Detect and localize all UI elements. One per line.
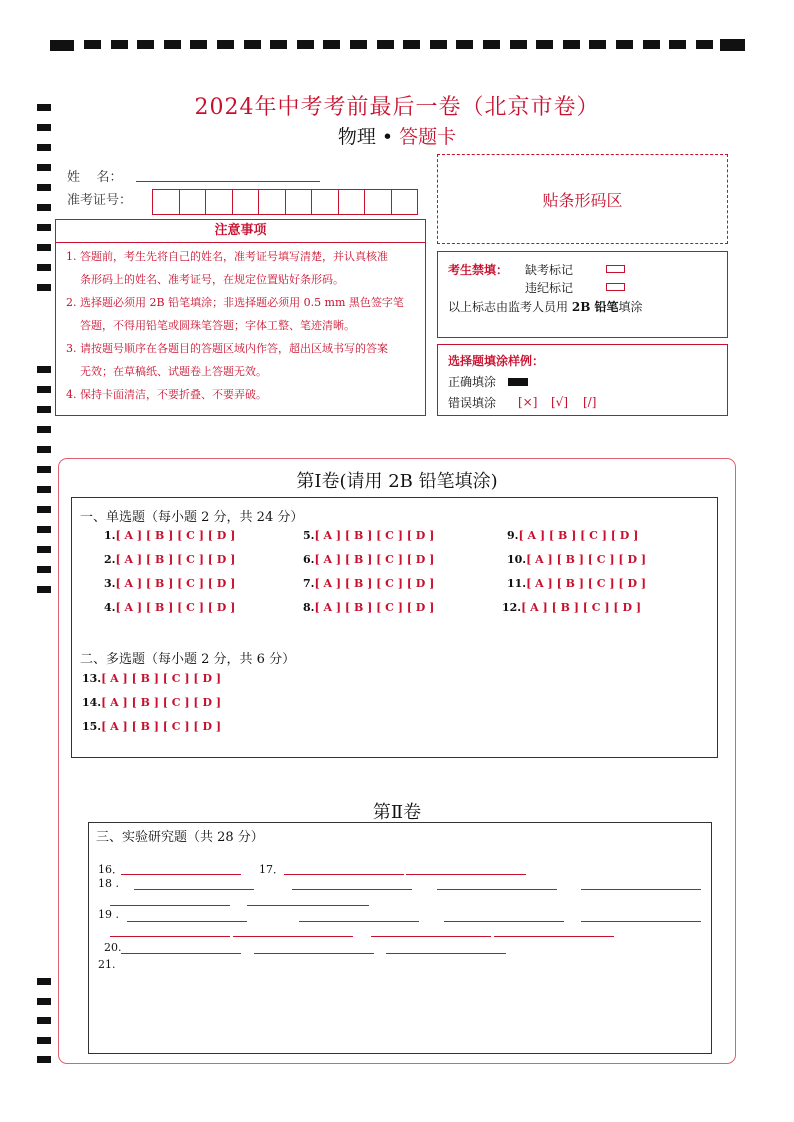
timing-mark — [483, 40, 500, 49]
timing-mark — [616, 40, 633, 49]
exam-id-cell[interactable] — [206, 190, 233, 214]
question-13[interactable]: 13.[ A ] [ B ] [ C ] [ D ] — [82, 672, 222, 685]
exam-id-cell[interactable] — [339, 190, 366, 214]
q19-answer-line[interactable] — [233, 936, 353, 937]
question-10[interactable]: 10.[ A ] [ B ] [ C ] [ D ] — [507, 553, 647, 566]
timing-mark — [37, 586, 51, 593]
q18-answer-line[interactable] — [581, 889, 701, 890]
card-label: 答题卡 — [399, 126, 457, 148]
timing-mark — [456, 40, 473, 49]
timing-mark — [563, 40, 580, 49]
timing-mark — [37, 546, 51, 553]
timing-mark — [244, 40, 261, 49]
violation-label: 违纪标记 — [525, 281, 574, 295]
exam-id-cell[interactable] — [259, 190, 286, 214]
name-label: 姓 名： — [67, 170, 123, 185]
correct-label: 正确填涂 — [448, 375, 497, 389]
timing-mark — [37, 244, 51, 251]
timing-mark — [510, 40, 527, 49]
note-item: 3. 请按题号顺序在各题目的答题区域内作答，超出区域书写的答案 无效；在草稿纸、试题卷上答题无效。 — [66, 342, 388, 378]
timing-mark — [377, 40, 394, 49]
forbid-title: 考生禁填： — [448, 263, 509, 277]
timing-mark — [37, 386, 51, 393]
question-8[interactable]: 8.[ A ] [ B ] [ C ] [ D ] — [303, 601, 435, 614]
exam-id-cell[interactable] — [180, 190, 207, 214]
q18-label: 18 . — [98, 877, 119, 890]
forbid-note: 以上标志由监考人员用 2B 铅笔填涂 — [448, 300, 643, 314]
timing-mark — [37, 1056, 51, 1063]
timing-mark — [323, 40, 340, 49]
question-5[interactable]: 5.[ A ] [ B ] [ C ] [ D ] — [303, 529, 435, 542]
proctor-marks-box — [437, 251, 728, 338]
note-item: 2. 选择题必须用 2B 铅笔填涂；非选择题必须用 0.5 mm 黑色签字笔 答题，不得用铅笔或圆珠笔答题；字体工整、笔迹清晰。 — [66, 296, 404, 332]
exam-id-cell[interactable] — [312, 190, 339, 214]
question-7[interactable]: 7.[ A ] [ B ] [ C ] [ D ] — [303, 577, 435, 590]
exam-id-cell[interactable] — [153, 190, 180, 214]
notes-box — [55, 219, 426, 416]
question-1[interactable]: 1.[ A ] [ B ] [ C ] [ D ] — [104, 529, 236, 542]
timing-mark — [37, 1037, 51, 1044]
part1-title: 第Ⅰ卷(请用 2B 铅笔填涂) — [296, 471, 498, 492]
q18-answer-line[interactable] — [134, 889, 254, 890]
timing-mark — [669, 40, 686, 49]
question-14[interactable]: 14.[ A ] [ B ] [ C ] [ D ] — [82, 696, 222, 709]
timing-mark — [164, 40, 181, 49]
exam-id-boxes[interactable] — [152, 189, 418, 215]
timing-mark — [84, 40, 101, 49]
barcode-label: 贴条形码区 — [542, 190, 623, 210]
timing-mark — [270, 40, 287, 49]
timing-mark — [37, 264, 51, 271]
q19-answer-line[interactable] — [581, 921, 701, 922]
fill-sample-box — [437, 344, 728, 416]
filled-mark-icon — [508, 378, 528, 386]
q19-answer-line[interactable] — [110, 936, 230, 937]
timing-mark — [37, 366, 51, 373]
question-12[interactable]: 12.[ A ] [ B ] [ C ] [ D ] — [502, 601, 642, 614]
q16-answer-line[interactable] — [121, 874, 241, 875]
timing-mark — [297, 40, 314, 49]
timing-mark — [589, 40, 606, 49]
question-6[interactable]: 6.[ A ] [ B ] [ C ] [ D ] — [303, 553, 435, 566]
q20-label: 20. — [104, 941, 122, 954]
question-3[interactable]: 3.[ A ] [ B ] [ C ] [ D ] — [104, 577, 236, 590]
question-11[interactable]: 11.[ A ] [ B ] [ C ] [ D ] — [507, 577, 647, 590]
q21-answer-area[interactable] — [110, 972, 700, 1048]
absent-label: 缺考标记 — [525, 263, 574, 277]
single-choice-heading: 一、单选题（每小题 2 分，共 24 分） — [80, 510, 304, 525]
timing-mark — [111, 40, 128, 49]
q19-answer-line[interactable] — [444, 921, 564, 922]
subtitle-dot: • — [381, 126, 394, 148]
timing-mark — [37, 566, 51, 573]
q17-label: 17． — [259, 863, 284, 876]
timing-mark — [403, 40, 420, 49]
exam-id-cell[interactable] — [365, 190, 392, 214]
timing-mark — [37, 284, 51, 291]
timing-mark — [190, 40, 207, 49]
exam-id-cell[interactable] — [233, 190, 260, 214]
q18-answer-line[interactable] — [110, 905, 230, 906]
experiment-heading: 三、实验研究题（共 28 分） — [96, 830, 264, 845]
q19-label: 19 . — [98, 908, 119, 921]
timing-mark — [696, 40, 713, 49]
timing-mark — [37, 164, 51, 171]
violation-mark-box[interactable] — [606, 283, 625, 291]
timing-mark — [350, 40, 367, 49]
q20-answer-line[interactable] — [386, 953, 506, 954]
q19-answer-line[interactable] — [127, 921, 247, 922]
timing-mark — [37, 184, 51, 191]
timing-mark — [37, 1017, 51, 1024]
timing-mark — [430, 40, 447, 49]
exam-id-label: 准考证号： — [67, 193, 133, 208]
timing-mark — [643, 40, 660, 49]
timing-mark — [37, 506, 51, 513]
exam-id-cell[interactable] — [286, 190, 313, 214]
timing-mark — [536, 40, 553, 49]
timing-mark — [720, 39, 745, 51]
wrong-mark-x: [×] — [518, 395, 538, 409]
barcode-area — [437, 154, 728, 244]
timing-mark — [37, 204, 51, 211]
timing-mark — [37, 998, 51, 1005]
timing-mark — [37, 224, 51, 231]
q18-answer-line[interactable] — [292, 889, 412, 890]
part2-title: 第Ⅱ卷 — [372, 802, 422, 823]
timing-mark — [37, 446, 51, 453]
q19-answer-line[interactable] — [494, 936, 614, 937]
notes-title: 注意事项 — [56, 220, 425, 243]
question-15[interactable]: 15.[ A ] [ B ] [ C ] [ D ] — [82, 720, 222, 733]
note-item: 4. 保持卡面清洁，不要折叠、不要弄破。 — [66, 388, 267, 401]
wrong-label: 错误填涂 — [448, 396, 497, 410]
q19-answer-line[interactable] — [371, 936, 491, 937]
timing-mark — [37, 406, 51, 413]
q18-answer-line[interactable] — [247, 905, 369, 906]
name-field[interactable] — [136, 181, 320, 182]
subtitle — [0, 122, 794, 149]
q17-answer-line[interactable] — [406, 874, 526, 875]
wrong-mark-slash: [/] — [583, 395, 597, 409]
q19-answer-line[interactable] — [299, 921, 419, 922]
q20-answer-line[interactable] — [254, 953, 374, 954]
subject-label: 物理 — [337, 126, 376, 148]
timing-mark — [137, 40, 154, 49]
q17-answer-line[interactable] — [284, 874, 404, 875]
multi-choice-heading: 二、多选题（每小题 2 分，共 6 分） — [80, 652, 296, 667]
q18-answer-line[interactable] — [437, 889, 557, 890]
question-4[interactable]: 4.[ A ] [ B ] [ C ] [ D ] — [104, 601, 236, 614]
timing-mark — [37, 526, 51, 533]
absent-mark-box[interactable] — [606, 265, 625, 273]
wrong-mark-check: [√] — [551, 395, 569, 409]
timing-mark — [50, 40, 74, 51]
timing-mark — [37, 978, 51, 985]
question-9[interactable]: 9.[ A ] [ B ] [ C ] [ D ] — [507, 529, 639, 542]
question-2[interactable]: 2.[ A ] [ B ] [ C ] [ D ] — [104, 553, 236, 566]
q20-answer-line[interactable] — [121, 953, 241, 954]
sample-title: 选择题填涂样例： — [448, 354, 545, 368]
page-title: 2024年中考考前最后一卷（北京市卷） — [194, 95, 600, 120]
exam-id-cell[interactable] — [392, 190, 418, 214]
q21-label: 21. — [98, 958, 116, 971]
note-item: 1. 答题前，考生先将自己的姓名，准考证号填写清楚，并认真核准 条形码上的姓名、准考证号，在规定位置贴好条形码。 — [66, 250, 388, 286]
timing-mark — [37, 426, 51, 433]
q16-label: 16． — [98, 863, 123, 876]
timing-mark — [217, 40, 234, 49]
